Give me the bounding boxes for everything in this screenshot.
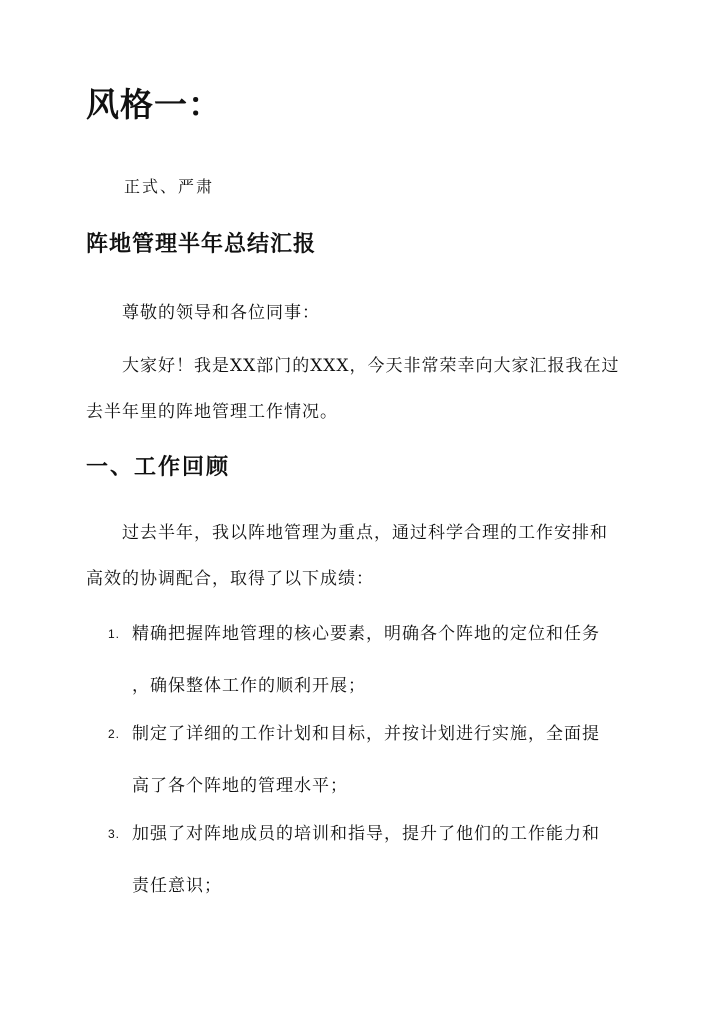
- greeting-text: 尊敬的领导和各位同事：: [122, 303, 320, 323]
- list-item: [108, 808, 628, 912]
- list-item: [108, 608, 628, 712]
- list-item-number: 1.: [108, 627, 121, 641]
- style-heading: 风格一：: [86, 85, 222, 124]
- list-item-line-2: 高了各个阵地的管理水平；: [132, 776, 348, 796]
- greeting-paragraph: [86, 290, 634, 336]
- style-note: 正式、严肃: [124, 177, 215, 196]
- list-item-line-2: ，确保整体工作的顺利开展；: [132, 676, 366, 696]
- list-item: [108, 708, 628, 812]
- list-item-text: [108, 808, 628, 912]
- section-body-line-2: 高效的协调配合，取得了以下成绩：: [86, 569, 374, 589]
- intro-line-2: 去半年里的阵地管理工作情况。: [86, 402, 338, 422]
- intro-paragraph: [86, 343, 634, 435]
- list-item-line-1: 制定了详细的工作计划和目标，并按计划进行实施，全面提: [132, 724, 600, 744]
- list-item-line-1: 加强了对阵地成员的培训和指导，提升了他们的工作能力和: [132, 824, 600, 844]
- section-title-work-review: 一、工作回顾: [86, 454, 231, 480]
- list-item-text: [108, 608, 628, 712]
- list-item-line-1: 精确把握阵地管理的核心要素，明确各个阵地的定位和任务: [132, 624, 600, 644]
- list-item-number: 3.: [108, 827, 121, 841]
- list-item-number: 2.: [108, 727, 121, 741]
- section-body-line-1: 过去半年，我以阵地管理为重点，通过科学合理的工作安排和: [122, 523, 608, 543]
- list-item-text: [108, 708, 628, 812]
- section-body-paragraph: [86, 510, 634, 602]
- report-title: 阵地管理半年总结汇报: [86, 231, 317, 257]
- list-item-line-2: 责任意识；: [132, 876, 222, 896]
- intro-line-1: 大家好！我是XX部门的XXX，今天非常荣幸向大家汇报我在过: [122, 356, 620, 376]
